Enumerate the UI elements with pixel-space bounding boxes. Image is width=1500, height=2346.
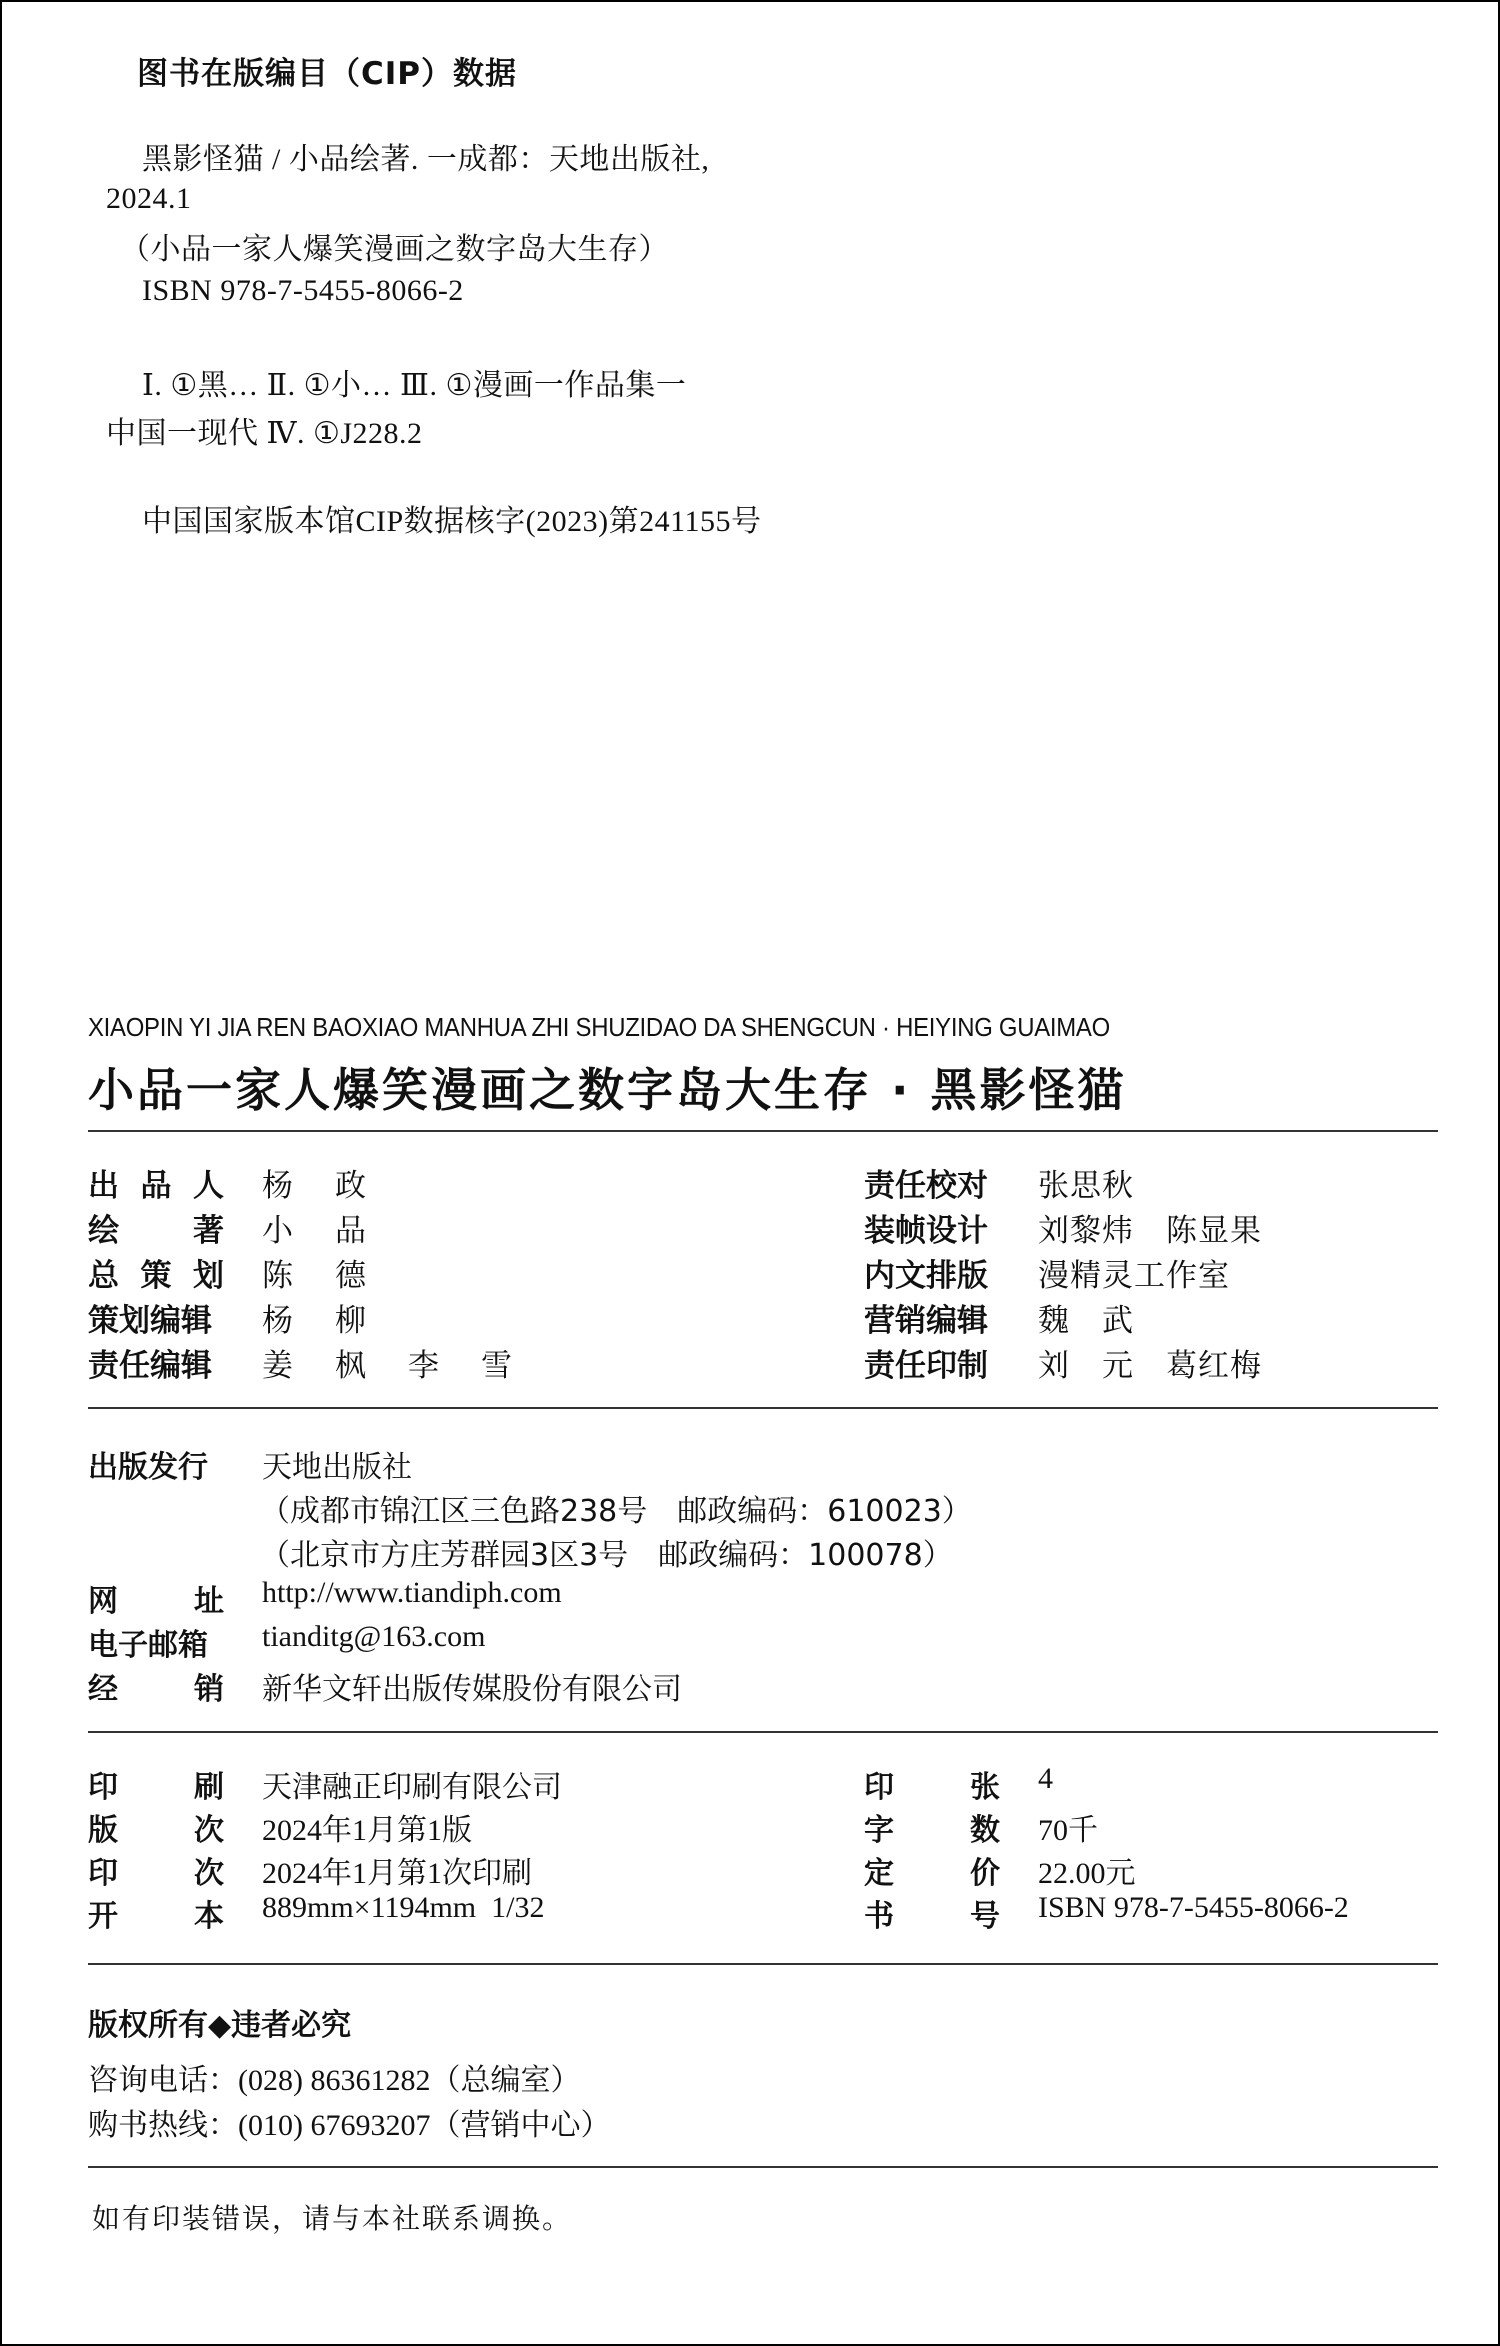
credit-value: 刘 元 葛红梅	[1038, 1348, 1262, 1384]
publisher-name: 天地出版社	[262, 1450, 412, 1485]
cip-line-series: （小品一家人爆笑漫画之数字岛大生存）	[120, 233, 669, 266]
print-row-impression	[88, 1848, 532, 1892]
credit-label: 绘 著	[88, 1213, 224, 1249]
print-value: 2024年1月第1版	[262, 1814, 472, 1847]
print-label: 开 本	[88, 1899, 224, 1934]
credit-value: 漫精灵工作室	[1038, 1258, 1230, 1294]
credit-label: 出 品 人	[88, 1168, 224, 1204]
print-label: 字 数	[864, 1813, 1000, 1848]
print-value: 4	[1038, 1762, 1053, 1795]
print-row-isbn	[864, 1891, 1349, 1935]
cip-classification-1: Ⅰ. ①黑… Ⅱ. ①小… Ⅲ. ①漫画一作品集一	[142, 369, 687, 402]
print-label: 印 张	[864, 1770, 1000, 1805]
cip-line-date: 2024.1	[106, 182, 192, 215]
credit-responsible-editor	[88, 1340, 516, 1385]
rights-heading: 版权所有◆违者必究	[88, 2008, 352, 2043]
credit-value: 陈 德	[262, 1258, 370, 1294]
credit-label: 内文排版	[864, 1258, 988, 1294]
credit-author	[88, 1205, 370, 1250]
print-value: 70千	[1038, 1814, 1098, 1847]
email-label: 电子邮箱	[88, 1628, 208, 1663]
divider	[88, 2166, 1438, 2168]
print-label: 定 价	[864, 1856, 1000, 1891]
divider	[88, 1407, 1438, 1409]
cip-line-isbn: ISBN 978-7-5455-8066-2	[142, 274, 464, 307]
credit-label: 装帧设计	[864, 1213, 988, 1249]
credit-cover-design	[864, 1205, 1262, 1250]
credit-chief-planner	[88, 1250, 370, 1295]
cip-heading: 图书在版编目（CIP）数据	[137, 56, 518, 92]
credit-value: 杨 政	[262, 1168, 370, 1204]
credit-label: 总 策 划	[88, 1258, 224, 1294]
print-value: ISBN 978-7-5455-8066-2	[1038, 1891, 1349, 1924]
credit-label: 责任编辑	[88, 1348, 212, 1384]
cip-classification-2: 中国一现代 Ⅳ. ①J228.2	[106, 417, 423, 450]
email-row	[88, 1620, 485, 1664]
distributor-name: 新华文轩出版传媒股份有限公司	[262, 1672, 682, 1707]
credit-typesetting	[864, 1250, 1230, 1295]
print-label: 版 次	[88, 1813, 224, 1848]
print-value: 天津融正印刷有限公司	[262, 1770, 562, 1805]
print-row-format	[88, 1891, 544, 1935]
phone-editorial: 咨询电话：(028) 86361282（总编室）	[88, 2064, 581, 2097]
credit-value: 张思秋	[1038, 1168, 1134, 1204]
title-chinese: 小品一家人爆笑漫画之数字岛大生存 · 黑影怪猫	[88, 1063, 1127, 1117]
phone-sales: 购书热线：(010) 67693207（营销中心）	[88, 2109, 611, 2142]
title-pinyin: XIAOPIN YI JIA REN BAOXIAO MANHUA ZHI SHUZIDAO DA SHENGCUN · HEIYING GUAIMAO	[88, 1012, 1110, 1042]
print-label: 印 次	[88, 1856, 224, 1891]
publisher-address-beijing: （北京市方庄芳群园3区3号 邮政编码：100078）	[260, 1538, 953, 1573]
print-row-printer	[88, 1762, 562, 1806]
cip-record-number: 中国国家版本馆CIP数据核字(2023)第241155号	[142, 505, 762, 538]
print-value: 2024年1月第1次印刷	[262, 1857, 532, 1890]
credit-value: 小 品	[262, 1213, 370, 1249]
cip-line-title: 黑影怪猫 / 小品绘著. 一成都：天地出版社,	[142, 143, 710, 176]
distributor-row	[88, 1664, 682, 1708]
website-label: 网 址	[88, 1584, 224, 1619]
print-value: 22.00元	[1038, 1857, 1136, 1890]
credit-print-supervisor	[864, 1340, 1262, 1385]
credit-label: 责任印制	[864, 1348, 988, 1384]
print-label: 印 刷	[88, 1770, 224, 1805]
website-row	[88, 1576, 562, 1620]
publisher-address-chengdu: （成都市锦江区三色路238号 邮政编码：610023）	[260, 1494, 972, 1529]
divider	[88, 1130, 1438, 1132]
print-row-sheets	[864, 1762, 1053, 1806]
print-label: 书 号	[864, 1899, 1000, 1934]
credit-producer	[88, 1160, 370, 1205]
publisher-label: 出版发行	[88, 1450, 208, 1485]
email-link[interactable]: tianditg@163.com	[262, 1620, 486, 1653]
divider	[88, 1731, 1438, 1733]
credit-label: 责任校对	[864, 1168, 988, 1204]
credit-planning-editor	[88, 1295, 370, 1340]
credit-value: 魏 武	[1038, 1303, 1134, 1339]
credit-proofreader	[864, 1160, 1134, 1205]
credit-value: 杨 柳	[262, 1303, 370, 1339]
credit-marketing-editor	[864, 1295, 1134, 1340]
misprint-notice: 如有印装错误，请与本社联系调换。	[92, 2204, 573, 2235]
publisher-row	[88, 1442, 412, 1486]
print-row-price	[864, 1848, 1136, 1892]
website-link[interactable]: http://www.tiandiph.com	[262, 1576, 562, 1609]
distributor-label: 经 销	[88, 1672, 224, 1707]
credit-label: 营销编辑	[864, 1303, 988, 1339]
print-row-edition	[88, 1805, 472, 1849]
print-value: 889mm×1194mm 1/32	[262, 1891, 545, 1924]
credit-value: 刘黎炜 陈显果	[1038, 1213, 1262, 1249]
print-row-word-count	[864, 1805, 1098, 1849]
divider	[88, 1963, 1438, 1965]
credit-value: 姜 枫 李 雪	[262, 1348, 516, 1384]
credit-label: 策划编辑	[88, 1303, 212, 1339]
